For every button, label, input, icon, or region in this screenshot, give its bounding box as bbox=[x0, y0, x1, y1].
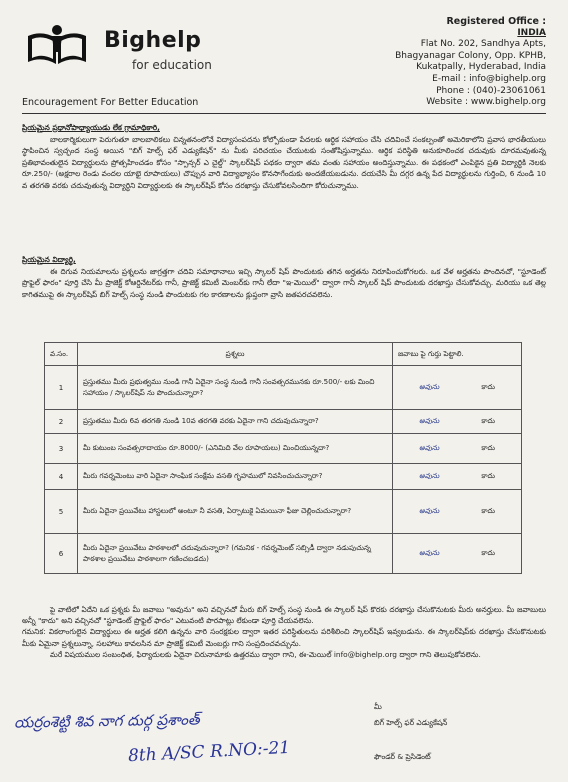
salutation-student: ప్రియమైన విద్యార్థి, bbox=[22, 255, 76, 264]
answer-mark: అవును bbox=[419, 471, 440, 480]
registered-office-block bbox=[346, 16, 546, 109]
no-option: కాదు bbox=[481, 506, 495, 515]
row-number: 3 bbox=[45, 434, 78, 464]
row-question: మీరు ఏదైనా ప్రయివేటు పాఠశాలలో చదువుచున్నారా? (గమనిక - గవర్నమెంట్ సబ్సిడీ ద్వారా నడుపుచున్న పాఠశాల ప్రయివేటు పాఠశాలగా గణించబడదు) bbox=[78, 534, 393, 574]
closing-organisation: బిగ్ హెల్ప్ ఫర్ ఎడ్యుకేషన్ bbox=[374, 718, 448, 727]
table-row bbox=[45, 410, 522, 434]
closing-yours: మీ bbox=[374, 702, 382, 711]
row-number: 2 bbox=[45, 410, 78, 434]
salutation-headmaster: ప్రియమైన ప్రధానోపాధ్యాయుడు లేక గ్రామాధికారి, bbox=[22, 123, 160, 132]
col-question-header: ప్రశ్నలు bbox=[78, 343, 393, 366]
closing-title: ఫౌండర్ & ప్రెసిడెంట్ bbox=[374, 752, 431, 761]
office-line: Bhagyanagar Colony, Opp. KPHB, bbox=[395, 50, 546, 61]
row-number: 1 bbox=[45, 366, 78, 410]
answer-mark: అవును bbox=[419, 416, 440, 425]
row-question: మీరు గవర్నమెంటు వారి ఏదైనా సాంఘిక సంక్షేమ వసతి గృహములో నివసించుచున్నారా? bbox=[78, 464, 393, 490]
row-answer bbox=[393, 410, 522, 434]
table-row bbox=[45, 366, 522, 410]
row-number: 5 bbox=[45, 490, 78, 534]
table-row bbox=[45, 434, 522, 464]
row-question: ప్రస్తుతము మీరు 6వ తరగతి నుండి 10వ తరగతి వరకు ఏదైనా గాని చదువుచున్నారా? bbox=[78, 410, 393, 434]
row-answer bbox=[393, 490, 522, 534]
office-email: E-mail : info@bighelp.org bbox=[432, 73, 546, 84]
office-line: Kukatpally, Hyderabad, India bbox=[416, 62, 546, 73]
paragraph-eligibility-result: పై వాటిలో ఏదేని ఒక ప్రశ్నకు మీ జవాబు "అవును" అని వచ్చినచో మీరు బిగ్ హెల్ప్ సంస్థ నుండి ఈ స్కాలర్ షిప్ కొరకు దరఖాస్తు చేసుకొనుటకు మీరు అనర్హులు. మీ జవాబులు అన్నీ "కాదు" అని వచ్చినచో "స్టూడెంట్ ప్రొఫైల్ ఫారం" ఎటువంటి పొరపాట్లు లేకుండా పూర్తి చేయవలెను. bbox=[22, 605, 546, 626]
table-row bbox=[45, 464, 522, 490]
office-website: Website : www.bighelp.org bbox=[426, 97, 546, 108]
office-line: Flat No. 202, Sandhya Apts, bbox=[420, 39, 546, 50]
row-answer bbox=[393, 366, 522, 410]
brand-name: Bighelp bbox=[104, 28, 202, 53]
table-row bbox=[45, 534, 522, 574]
col-answer-header: జవాబు పై గుర్తు పెట్టాలి. bbox=[393, 343, 522, 366]
col-number-header: వ.సం. bbox=[45, 343, 78, 366]
answer-mark: అవును bbox=[419, 443, 440, 452]
table-header-row bbox=[45, 343, 522, 366]
office-title: Registered Office : bbox=[446, 16, 546, 27]
handwritten-student-name: యర్రంశెట్టి శివ నాగ దుర్గ ప్రశాంత్ bbox=[13, 710, 200, 732]
row-answer bbox=[393, 534, 522, 574]
row-question: ప్రస్తుతము మీరు ప్రభుత్వము నుండి గానీ ఏదైనా సంస్థ నుండి గానీ సంవత్సరమునకు రూ.500/- లకు మించి సహాయం / స్కాలర్‌షిప్ ను పొందుచున్నారా? bbox=[78, 366, 393, 410]
paragraph-instructions: ఈ దిగువ నియమాలను ప్రశ్నలను జాగ్రత్తగా చదివి సమాధానాలు ఇచ్చి స్కాలర్ షిప్ పొందుటకు తగిన అర్హతను నిరూపించుకోగలరు. ఒక వేళ అర్హతను పొందినచో, "స్టూడెంట్ ప్రొఫైల్ ఫారం" పూర్తి చేసి మీ ప్రాజెక్ట్ కోఆర్డినేటర్‌కు గానీ, ప్రాజెక్ట్ కమిటీ మెంబర్‌కు గానీ లేదా "ఇ-మెయిల్" ద్వారా గానీ స్కాలర్ షిప్ పొందుటకు దరఖాస్తు చేసుకోవచ్చు. మరియు ఒక తెల్ల కాగితముపై ఈ స్కాలర్‌షిప్ బిగ్ హెల్ప్ సంస్థ నుండి పొందుటకు గల కారణాలను క్లుప్తంగా వ్రాసి జతపరచవలెను. bbox=[22, 266, 546, 299]
answer-mark: అవును bbox=[419, 382, 440, 391]
office-country: INDIA bbox=[517, 27, 546, 38]
paragraph-intro: బాలకార్మికులుగా పెరుగుతూ బాలబాలికలు చిన్నతనంలోనే విద్యాసంపదను కోల్పోకుండా పేదలకు ఆర్థిక సహాయం చేసి చదివించే సంకల్పంతో అమెరికాలోని ప్రవాస భారతీయులు స్థాపించిన స్వచ్ఛంద సంస్థ అయిన "బిగ్ హెల్ప్ ఫర్ ఎడ్యుకేషన్" ను మీకు పరిచయం చేయుటకు సంతోషిస్తున్నాము. ఆర్థిక పరిస్థితి అనుకూలించక చదువుకు దూరమవుతున్న ప్రతిభావంతులైన విద్యార్థులను ప్రోత్సహించడం కోసం "స్పాన్సర్ ఎ చైల్డ్" స్కాలర్‌షిప్ పథకం ద్వారా తమ వంతు సహాయం అందిస్తున్నాము. ఈ పథకంలో ఎంపికైన ప్రతి విద్యార్థికి నెలకు రూ.250/- (అక్షరాల రెండు వందల యాభై రూపాయలు) చొప్పున వారి విద్యాభ్యాసం కొనసాగేందుకు అందజేయబడును. దయచేసి మీ దగ్గర ఉన్న పేద విద్యార్థులను గుర్తించి, 6 నుండి 10 వ తరగతి వరకు చదువుతున్న విద్యార్థిని విద్యార్థులకు ఈ స్కాలర్‌షిప్ కోసం దరఖాస్తు చేసుకోవలసిందిగా కోరుచున్నాము. bbox=[22, 134, 546, 190]
tagline: Encouragement For Better Education bbox=[22, 97, 199, 108]
paragraph-note: గమనిక: వికలాంగులైన విద్యార్థులు ఈ అర్హత కలిగి ఉన్నను వారి సంరక్షకుల ద్వారా ఇతర పరిస్థితులను పరిశీలించి స్కాలర్‌షిప్ ఇవ్వబడును. ఈ స్కాలర్‌షిప్‌కు దరఖాస్తు చేసుకొనుటకు మీకు ఏమైనా ప్రశ్నలున్నా, సలహాలు కావలసిన మా ప్రాజెక్ట్ కమిటీ మెంబర్లు గాని సంప్రదించవచ్చును. bbox=[22, 627, 546, 648]
eligibility-table bbox=[44, 342, 522, 574]
letter-conclusion bbox=[22, 604, 546, 660]
answer-mark: అవును bbox=[419, 548, 440, 557]
table-row bbox=[45, 490, 522, 534]
row-number: 6 bbox=[45, 534, 78, 574]
office-phone: Phone : (040)-23061061 bbox=[436, 85, 546, 96]
row-question: మీ కుటుంబ సంవత్సరాదాయం రూ.8000/- (ఎనిమిది వేల రూపాయలు) మించియున్నదా? bbox=[78, 434, 393, 464]
row-answer bbox=[393, 434, 522, 464]
no-option: కాదు bbox=[481, 382, 495, 391]
letter-student bbox=[22, 254, 546, 300]
no-option: కాదు bbox=[481, 548, 495, 557]
no-option: కాదు bbox=[481, 443, 495, 452]
row-answer bbox=[393, 464, 522, 490]
letter-intro bbox=[22, 122, 546, 192]
handwritten-class-roll: 8th A/SC R.NO:-21 bbox=[127, 737, 291, 767]
row-number: 4 bbox=[45, 464, 78, 490]
header-divider bbox=[22, 113, 546, 114]
brand-subtitle: for education bbox=[132, 58, 212, 72]
paragraph-contact: మరే విషయముల సంబంధిత, ఫిర్యాదులకు ఏదైనా చిరునామాకు ఉత్తరము ద్వారా గాని, ఈ-మెయిల్ info@bighelp.org ద్వారా గాని తెలుపుకోవలెను. bbox=[50, 649, 481, 659]
answer-mark: అవును bbox=[419, 506, 440, 515]
bighelp-logo-icon bbox=[22, 22, 92, 70]
no-option: కాదు bbox=[481, 471, 495, 480]
row-question: మీరు ఏదైనా ప్రయివేటు హాస్టలులో అంటూ నీ వసతి, ఏర్పాటుకై ఏమయినా ఫీజు చెల్లించుచున్నారా? bbox=[78, 490, 393, 534]
no-option: కాదు bbox=[481, 416, 495, 425]
